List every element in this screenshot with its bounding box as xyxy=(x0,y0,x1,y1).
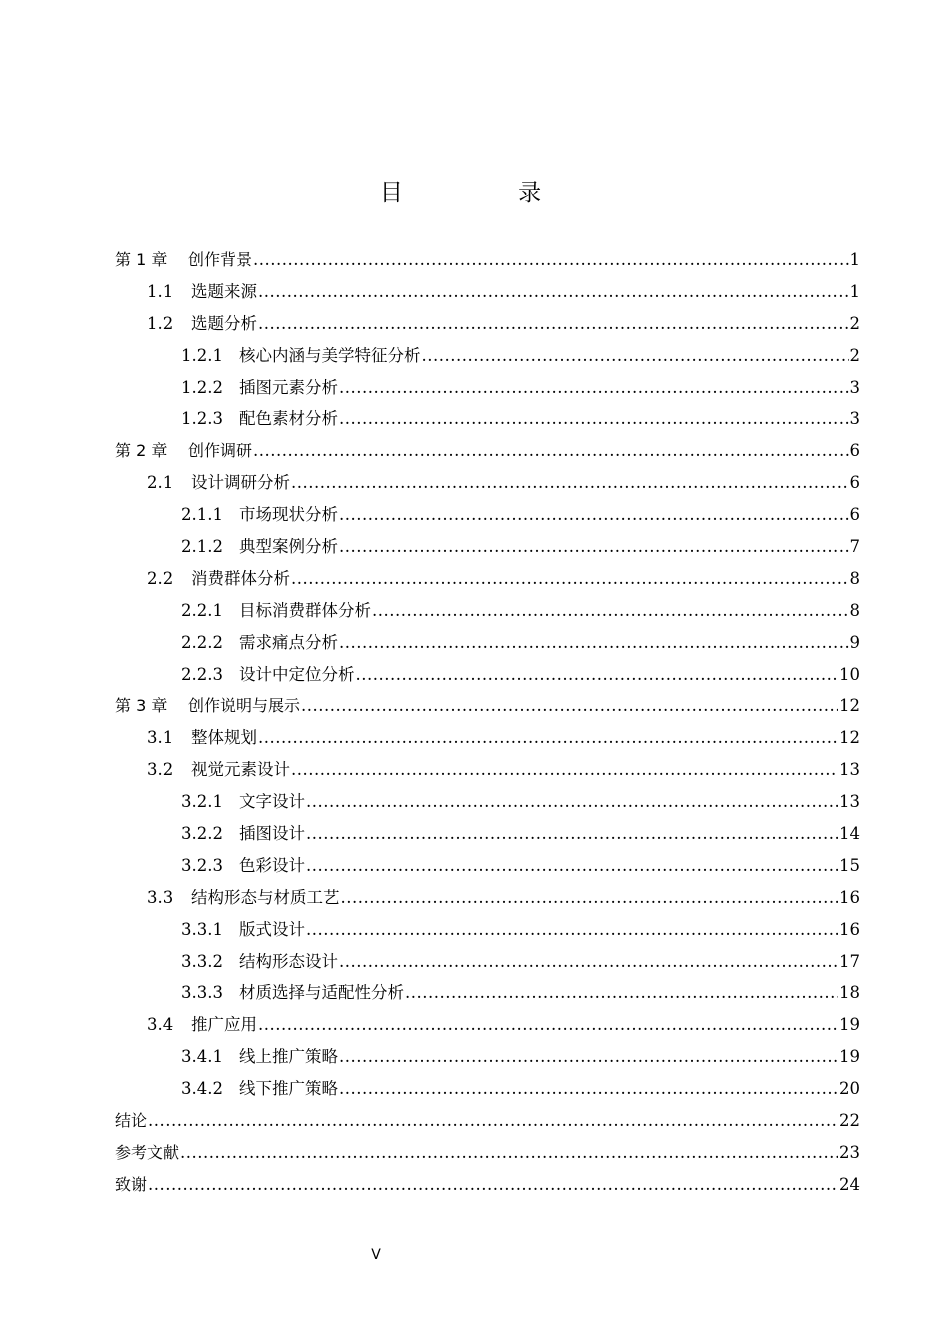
table-of-contents xyxy=(115,244,860,1201)
toc-dot-leader xyxy=(356,659,839,691)
toc-entry-title: 市场现状分析 xyxy=(239,505,338,525)
toc-dot-leader xyxy=(405,977,838,1009)
toc-dot-leader xyxy=(341,882,839,914)
toc-dot-leader xyxy=(339,946,838,978)
toc-dot-leader xyxy=(148,1105,838,1137)
toc-entry-title: 材质选择与适配性分析 xyxy=(239,983,404,1003)
toc-dot-leader xyxy=(339,1073,838,1105)
toc-entry-number: 3.2.3 xyxy=(181,855,223,875)
toc-entry[interactable] xyxy=(115,627,860,659)
toc-entry-page: 1 xyxy=(849,281,860,301)
toc-entry-title: 色彩设计 xyxy=(239,855,305,875)
toc-entry-page: 13 xyxy=(839,792,860,812)
toc-entry-page: 6 xyxy=(849,441,860,461)
toc-entry-title: 选题分析 xyxy=(191,313,257,333)
toc-entry-number: 3.4.2 xyxy=(181,1079,223,1099)
toc-entry-page: 15 xyxy=(839,855,860,875)
toc-entry-number: 3.2.2 xyxy=(181,824,223,844)
toc-entry[interactable] xyxy=(115,882,860,914)
toc-entry[interactable] xyxy=(115,1105,860,1137)
toc-dot-leader xyxy=(180,1137,838,1169)
toc-entry-title: 消费群体分析 xyxy=(191,568,290,588)
toc-entry[interactable] xyxy=(115,467,860,499)
toc-dot-leader xyxy=(291,563,849,595)
toc-entry-title: 结论 xyxy=(115,1111,148,1131)
toc-entry-title: 文字设计 xyxy=(239,792,305,812)
toc-dot-leader xyxy=(422,340,849,372)
toc-dot-leader xyxy=(253,244,848,276)
toc-entry-number: 3.4 xyxy=(147,1015,174,1035)
toc-entry-page: 7 xyxy=(849,537,860,557)
toc-entry[interactable] xyxy=(115,244,860,276)
toc-entry-page: 20 xyxy=(839,1079,860,1099)
toc-entry-page: 14 xyxy=(839,824,860,844)
toc-entry-number: 3.2.1 xyxy=(181,792,223,812)
toc-dot-leader xyxy=(339,531,849,563)
toc-entry-page: 17 xyxy=(839,951,860,971)
toc-entry[interactable] xyxy=(115,1137,860,1169)
toc-entry-title: 创作说明与展示 xyxy=(188,696,301,716)
toc-dot-leader xyxy=(148,1169,838,1201)
toc-entry-title: 结构形态设计 xyxy=(239,951,338,971)
toc-entry-page: 16 xyxy=(839,919,860,939)
toc-entry-page: 16 xyxy=(839,887,860,907)
toc-entry-title: 核心内涵与美学特征分析 xyxy=(239,345,421,365)
toc-entry-page: 10 xyxy=(839,664,860,684)
toc-entry-title: 配色素材分析 xyxy=(239,409,338,429)
toc-dot-leader xyxy=(258,276,849,308)
toc-entry-number: 3.3.2 xyxy=(181,951,223,971)
toc-entry-number: 3.2 xyxy=(147,760,174,780)
toc-dot-leader xyxy=(253,435,848,467)
toc-entry[interactable] xyxy=(115,818,860,850)
toc-entry[interactable] xyxy=(115,977,860,1009)
toc-entry-page: 9 xyxy=(849,632,860,652)
toc-entry-page: 1 xyxy=(849,250,860,269)
toc-dot-leader xyxy=(258,308,849,340)
toc-entry-number: 2.2 xyxy=(147,568,174,588)
toc-entry-title: 线下推广策略 xyxy=(239,1079,338,1099)
toc-entry[interactable] xyxy=(115,690,860,722)
toc-entry-number: 2.2.3 xyxy=(181,664,223,684)
toc-entry-number: 2.2.2 xyxy=(181,632,223,652)
toc-entry-title: 设计中定位分析 xyxy=(239,664,355,684)
toc-entry-number: 3.3.1 xyxy=(181,919,223,939)
toc-entry-number: 3.1 xyxy=(147,728,174,748)
toc-entry-page: 19 xyxy=(839,1015,860,1035)
toc-entry-page: 8 xyxy=(849,600,860,620)
toc-dot-leader xyxy=(306,850,838,882)
toc-entry-title: 创作背景 xyxy=(188,250,253,269)
toc-entry-number: 2.1 xyxy=(147,473,174,493)
toc-entry-number: 2.2.1 xyxy=(181,600,223,620)
toc-entry-number: 第 2 章 xyxy=(115,441,168,461)
toc-entry-title: 选题来源 xyxy=(191,281,257,301)
toc-entry-number: 1.2 xyxy=(147,313,174,333)
toc-entry-page: 6 xyxy=(849,473,860,493)
toc-entry[interactable] xyxy=(115,435,860,467)
toc-dot-leader xyxy=(291,467,849,499)
toc-dot-leader xyxy=(372,595,849,627)
toc-entry-title: 整体规划 xyxy=(191,728,257,748)
toc-entry-number: 1.2.1 xyxy=(181,345,223,365)
toc-entry[interactable] xyxy=(115,946,860,978)
toc-entry[interactable] xyxy=(115,786,860,818)
toc-entry-number: 1.1 xyxy=(147,281,174,301)
toc-entry[interactable] xyxy=(115,531,860,563)
toc-entry[interactable] xyxy=(115,850,860,882)
toc-entry[interactable] xyxy=(115,754,860,786)
toc-entry-title: 致谢 xyxy=(115,1174,148,1194)
toc-dot-leader xyxy=(339,372,849,404)
toc-entry-title: 插图元素分析 xyxy=(239,377,338,397)
toc-dot-leader xyxy=(291,754,838,786)
toc-dot-leader xyxy=(339,499,849,531)
toc-entry-page: 8 xyxy=(849,568,860,588)
toc-entry[interactable] xyxy=(115,403,860,435)
toc-entry[interactable] xyxy=(115,1009,860,1041)
toc-entry-title: 目标消费群体分析 xyxy=(239,600,371,620)
toc-entry-number: 3.3.3 xyxy=(181,983,223,1003)
toc-entry-page: 2 xyxy=(849,313,860,333)
toc-entry[interactable] xyxy=(115,372,860,404)
toc-entry-title: 结构形态与材质工艺 xyxy=(191,887,340,907)
toc-entry[interactable] xyxy=(115,722,860,754)
page-number-footer: V xyxy=(371,1247,381,1263)
toc-entry-title: 插图设计 xyxy=(239,824,305,844)
toc-entry-page: 24 xyxy=(839,1174,860,1194)
toc-entry[interactable] xyxy=(115,914,860,946)
toc-entry-page: 19 xyxy=(839,1047,860,1067)
toc-entry-title: 推广应用 xyxy=(191,1015,257,1035)
toc-entry[interactable] xyxy=(115,1073,860,1105)
toc-entry-title: 视觉元素设计 xyxy=(191,760,290,780)
toc-dot-leader xyxy=(258,1009,838,1041)
toc-entry-page: 23 xyxy=(839,1142,860,1162)
toc-dot-leader xyxy=(258,722,838,754)
toc-entry-number: 1.2.2 xyxy=(181,377,223,397)
toc-entry[interactable] xyxy=(115,595,860,627)
toc-entry-title: 设计调研分析 xyxy=(191,473,290,493)
toc-entry-title: 参考文献 xyxy=(115,1142,180,1162)
toc-dot-leader xyxy=(306,914,838,946)
toc-entry[interactable] xyxy=(115,499,860,531)
toc-entry-page: 12 xyxy=(839,728,860,748)
toc-entry-title: 创作调研 xyxy=(188,441,253,461)
toc-entry-page: 22 xyxy=(839,1111,860,1131)
toc-dot-leader xyxy=(306,818,838,850)
toc-dot-leader xyxy=(339,627,849,659)
toc-entry-title: 版式设计 xyxy=(239,919,305,939)
toc-entry-title: 典型案例分析 xyxy=(239,537,338,557)
toc-entry[interactable] xyxy=(115,276,860,308)
toc-entry-page: 3 xyxy=(849,377,860,397)
toc-entry-page: 6 xyxy=(849,505,860,525)
toc-entry[interactable] xyxy=(115,563,860,595)
toc-dot-leader xyxy=(339,403,849,435)
toc-entry-page: 18 xyxy=(839,983,860,1003)
toc-entry[interactable] xyxy=(115,308,860,340)
toc-entry[interactable] xyxy=(115,659,860,691)
toc-entry-number: 2.1.1 xyxy=(181,505,223,525)
toc-dot-leader xyxy=(306,786,838,818)
toc-entry-page: 13 xyxy=(839,760,860,780)
toc-entry[interactable] xyxy=(115,340,860,372)
toc-entry-number: 1.2.3 xyxy=(181,409,223,429)
toc-entry-number: 3.3 xyxy=(147,887,174,907)
toc-entry-number: 2.1.2 xyxy=(181,537,223,557)
toc-entry[interactable] xyxy=(115,1041,860,1073)
toc-dot-leader xyxy=(339,1041,838,1073)
toc-entry-page: 12 xyxy=(839,696,860,716)
toc-entry[interactable] xyxy=(115,1169,860,1201)
toc-entry-page: 3 xyxy=(849,409,860,429)
toc-entry-page: 2 xyxy=(849,345,860,365)
toc-entry-number: 3.4.1 xyxy=(181,1047,223,1067)
toc-entry-number: 第 1 章 xyxy=(115,250,168,269)
toc-dot-leader xyxy=(301,690,838,722)
toc-entry-title: 需求痛点分析 xyxy=(239,632,338,652)
toc-entry-number: 第 3 章 xyxy=(115,696,168,716)
toc-entry-title: 线上推广策略 xyxy=(239,1047,338,1067)
page-title: 目 录 xyxy=(379,180,596,206)
